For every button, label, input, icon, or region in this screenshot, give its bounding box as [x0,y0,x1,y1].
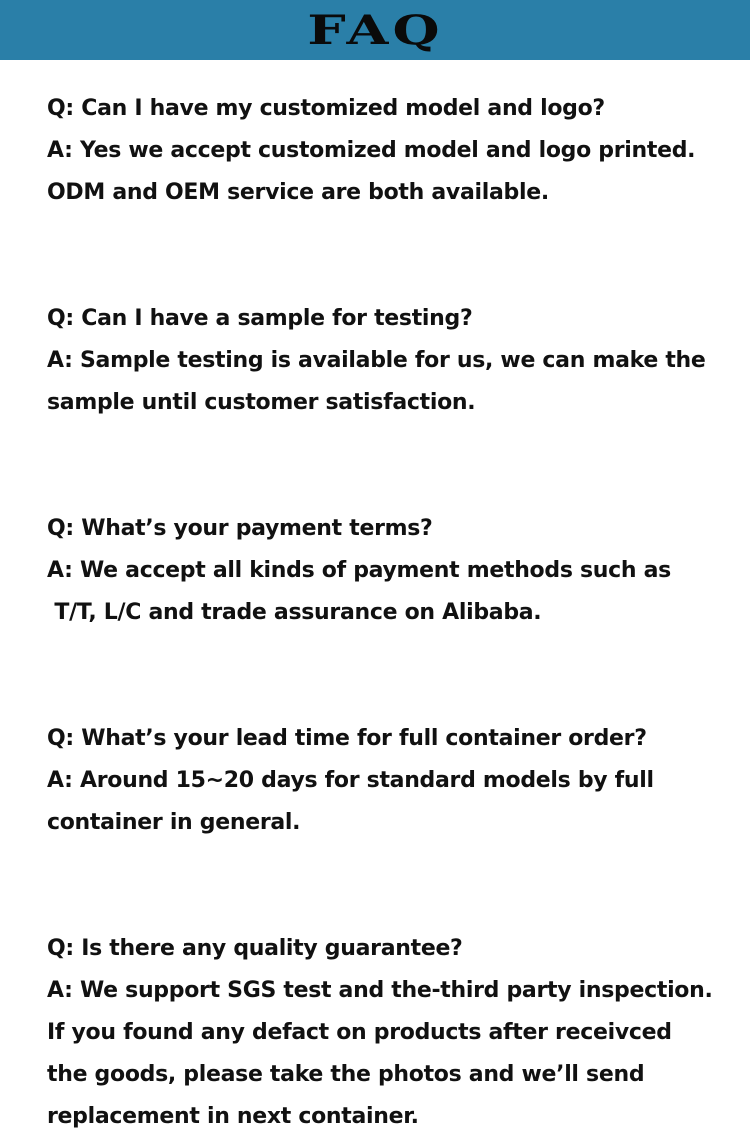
faq-answer-line: the goods, please take the photos and we’ll send [47,1062,645,1087]
faq-item [47,88,737,214]
faq-answer-line: A: We accept all kinds of payment methods such as [47,558,671,583]
faq-item [47,928,737,1138]
faq-item [47,298,737,424]
faq-question: Q: What’s your payment terms? [47,516,433,541]
faq-answer-line: ODM and OEM service are both available. [47,180,549,205]
faq-answer-line: A: We support SGS test and the-third party inspection. [47,978,713,1003]
faq-question: Q: What’s your lead time for full container order? [47,726,647,751]
faq-question: Q: Can I have my customized model and logo? [47,96,605,121]
faq-item [47,508,737,634]
faq-answer-line: T/T, L/C and trade assurance on Alibaba. [47,600,542,625]
faq-list [47,88,737,1138]
faq-answer-line: If you found any defact on products after receivced [47,1020,672,1045]
faq-answer-line: A: Sample testing is available for us, we can make the [47,348,706,373]
faq-answer-line: sample until customer satisfaction. [47,390,476,415]
faq-question: Q: Is there any quality guarantee? [47,936,463,961]
faq-header [0,0,750,60]
faq-answer-line: A: Yes we accept customized model and logo printed. [47,138,696,163]
faq-answer-line: A: Around 15~20 days for standard models by full [47,768,654,793]
faq-question: Q: Can I have a sample for testing? [47,306,473,331]
faq-answer-line: container in general. [47,810,301,835]
faq-item [47,718,737,844]
page-title: FAQ [306,7,444,54]
faq-answer-line: replacement in next container. [47,1104,419,1129]
